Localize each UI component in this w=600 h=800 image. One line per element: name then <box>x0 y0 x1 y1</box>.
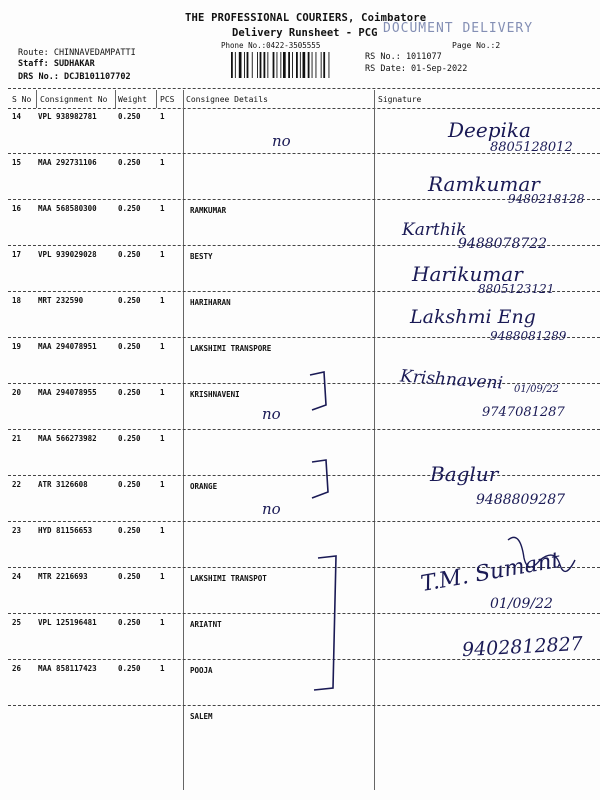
row-pcs: 1 <box>160 618 165 627</box>
row-consignee: ORANGE <box>190 482 218 491</box>
row-weight: 0.250 <box>118 434 141 443</box>
phone-row-17: 8805123121 <box>478 282 555 296</box>
row-consignment: VPL 939029028 <box>38 250 97 259</box>
row-weight: 0.250 <box>118 618 141 627</box>
row-pcs: 1 <box>160 526 165 535</box>
col-header-pcs: PCS <box>160 95 175 104</box>
row-pcs: 1 <box>160 572 165 581</box>
row-weight: 0.250 <box>118 204 141 213</box>
row-sno: 22 <box>12 480 22 489</box>
signature-row-20: Krishnaveni <box>399 366 504 394</box>
row-weight: 0.250 <box>118 526 141 535</box>
row-sno: 23 <box>12 526 22 535</box>
row-consignee: POOJA <box>190 666 213 675</box>
row-sno: 18 <box>12 296 22 305</box>
row-pcs: 1 <box>160 112 165 121</box>
route-label: Route: CHINNAVEDAMPATTI <box>18 48 136 58</box>
row-pcs: 1 <box>160 480 165 489</box>
phone-row-16: 9488078722 <box>458 236 548 252</box>
row-consignment: MAA 566273982 <box>38 434 97 443</box>
row-consignee: RAMKUMAR <box>190 206 227 215</box>
row-sno: 17 <box>12 250 22 259</box>
row-pcs: 1 <box>160 388 165 397</box>
staff-label: Staff: SUDHAKAR <box>18 59 95 69</box>
row-consignment: VPL 125196481 <box>38 618 97 627</box>
row-consignee: BESTY <box>190 252 213 261</box>
row-consignment: HYD 81156653 <box>38 526 93 535</box>
row-consignment: MAA 568580300 <box>38 204 97 213</box>
row-weight: 0.250 <box>118 664 141 673</box>
row-weight: 0.250 <box>118 342 141 351</box>
handwritten-no-3: no <box>262 500 281 518</box>
row-consignee: ARIATNT <box>190 620 222 629</box>
signature-row-15: Ramkumar <box>428 172 540 196</box>
row-sno: 15 <box>12 158 22 167</box>
col-header-weight: Weight <box>118 95 147 104</box>
row-sno: 24 <box>12 572 22 581</box>
handwritten-no-1: no <box>272 132 291 150</box>
row-pcs: 1 <box>160 296 165 305</box>
row-sno: 14 <box>12 112 22 121</box>
row-pcs: 1 <box>160 250 165 259</box>
phone-row-14: 8805128012 <box>490 140 573 155</box>
row-sno: 19 <box>12 342 22 351</box>
signature-row-22: Baglur <box>430 462 499 486</box>
row-weight: 0.250 <box>118 480 141 489</box>
row-sno: 21 <box>12 434 22 443</box>
signature-row-24: T.M. Sumant <box>418 547 563 598</box>
row-weight: 0.250 <box>118 250 141 259</box>
row-consignment: MRT 232590 <box>38 296 84 305</box>
row-consignment: MAA 294078955 <box>38 388 97 397</box>
page-number: Page No.:2 <box>452 41 501 50</box>
document-delivery-stamp: DOCUMENT DELIVERY <box>383 21 534 36</box>
row-weight: 0.250 <box>118 388 141 397</box>
phone-row-18: 9488081289 <box>490 329 567 343</box>
row-consignment: MAA 858117423 <box>38 664 97 673</box>
signature-row-17: Harikumar <box>412 262 523 286</box>
signature-row-20-date: 01/09/22 <box>514 384 559 395</box>
row-consignment: VPL 938982781 <box>38 112 97 121</box>
row-consignment: MAA 294078951 <box>38 342 97 351</box>
phone-row-15: 9480218128 <box>508 192 585 206</box>
date-row-24: 01/09/22 <box>490 596 553 612</box>
row-consignee: LAKSHIMI TRANSPORE <box>190 344 272 353</box>
row-sno: 20 <box>12 388 22 397</box>
row-sno: 16 <box>12 204 22 213</box>
row-consignment: ATR 3126608 <box>38 480 88 489</box>
row-consignment: MTR 2216693 <box>38 572 88 581</box>
rs-number: RS No.: 1011077 <box>365 52 442 62</box>
row-sno: 25 <box>12 618 22 627</box>
signature-row-14: Deepika <box>448 118 531 142</box>
row-pcs: 1 <box>160 342 165 351</box>
phone-row-20: 9747081287 <box>482 405 565 420</box>
row-consignee: HARIHARAN <box>190 298 231 307</box>
col-header-signature: Signature <box>378 95 422 104</box>
phone-row-25: 9402812827 <box>461 632 584 662</box>
row-consignee: LAKSHIMI TRANSPOT <box>190 574 267 583</box>
row-consignee: SALEM <box>190 712 213 721</box>
runsheet-subtitle: Delivery Runsheet - PCG <box>232 27 378 39</box>
phone-number: Phone No.:0422-3505555 <box>221 41 321 50</box>
row-pcs: 1 <box>160 204 165 213</box>
row-weight: 0.250 <box>118 296 141 305</box>
row-consignment: MAA 292731106 <box>38 158 97 167</box>
row-pcs: 1 <box>160 664 165 673</box>
row-weight: 0.250 <box>118 158 141 167</box>
runsheet-company-title: THE PROFESSIONAL COURIERS, Coimbatore <box>185 12 427 24</box>
signature-row-18: Lakshmi Eng <box>410 306 536 328</box>
col-header-sno: S No <box>12 95 32 104</box>
col-header-consignment: Consignment No <box>40 95 108 104</box>
signature-row-16: Karthik <box>402 220 467 240</box>
rs-date: RS Date: 01-Sep-2022 <box>365 64 468 74</box>
row-sno: 26 <box>12 664 22 673</box>
row-consignee: KRISHNAVENI <box>190 390 240 399</box>
row-pcs: 1 <box>160 434 165 443</box>
row-weight: 0.250 <box>118 572 141 581</box>
row-weight: 0.250 <box>118 112 141 121</box>
row-pcs: 1 <box>160 158 165 167</box>
handwritten-no-2: no <box>262 405 281 423</box>
col-header-consignee: Consignee Details <box>186 95 268 104</box>
phone-row-22: 9488809287 <box>476 492 566 508</box>
drs-number: DRS No.: DCJB101107702 <box>18 72 131 82</box>
